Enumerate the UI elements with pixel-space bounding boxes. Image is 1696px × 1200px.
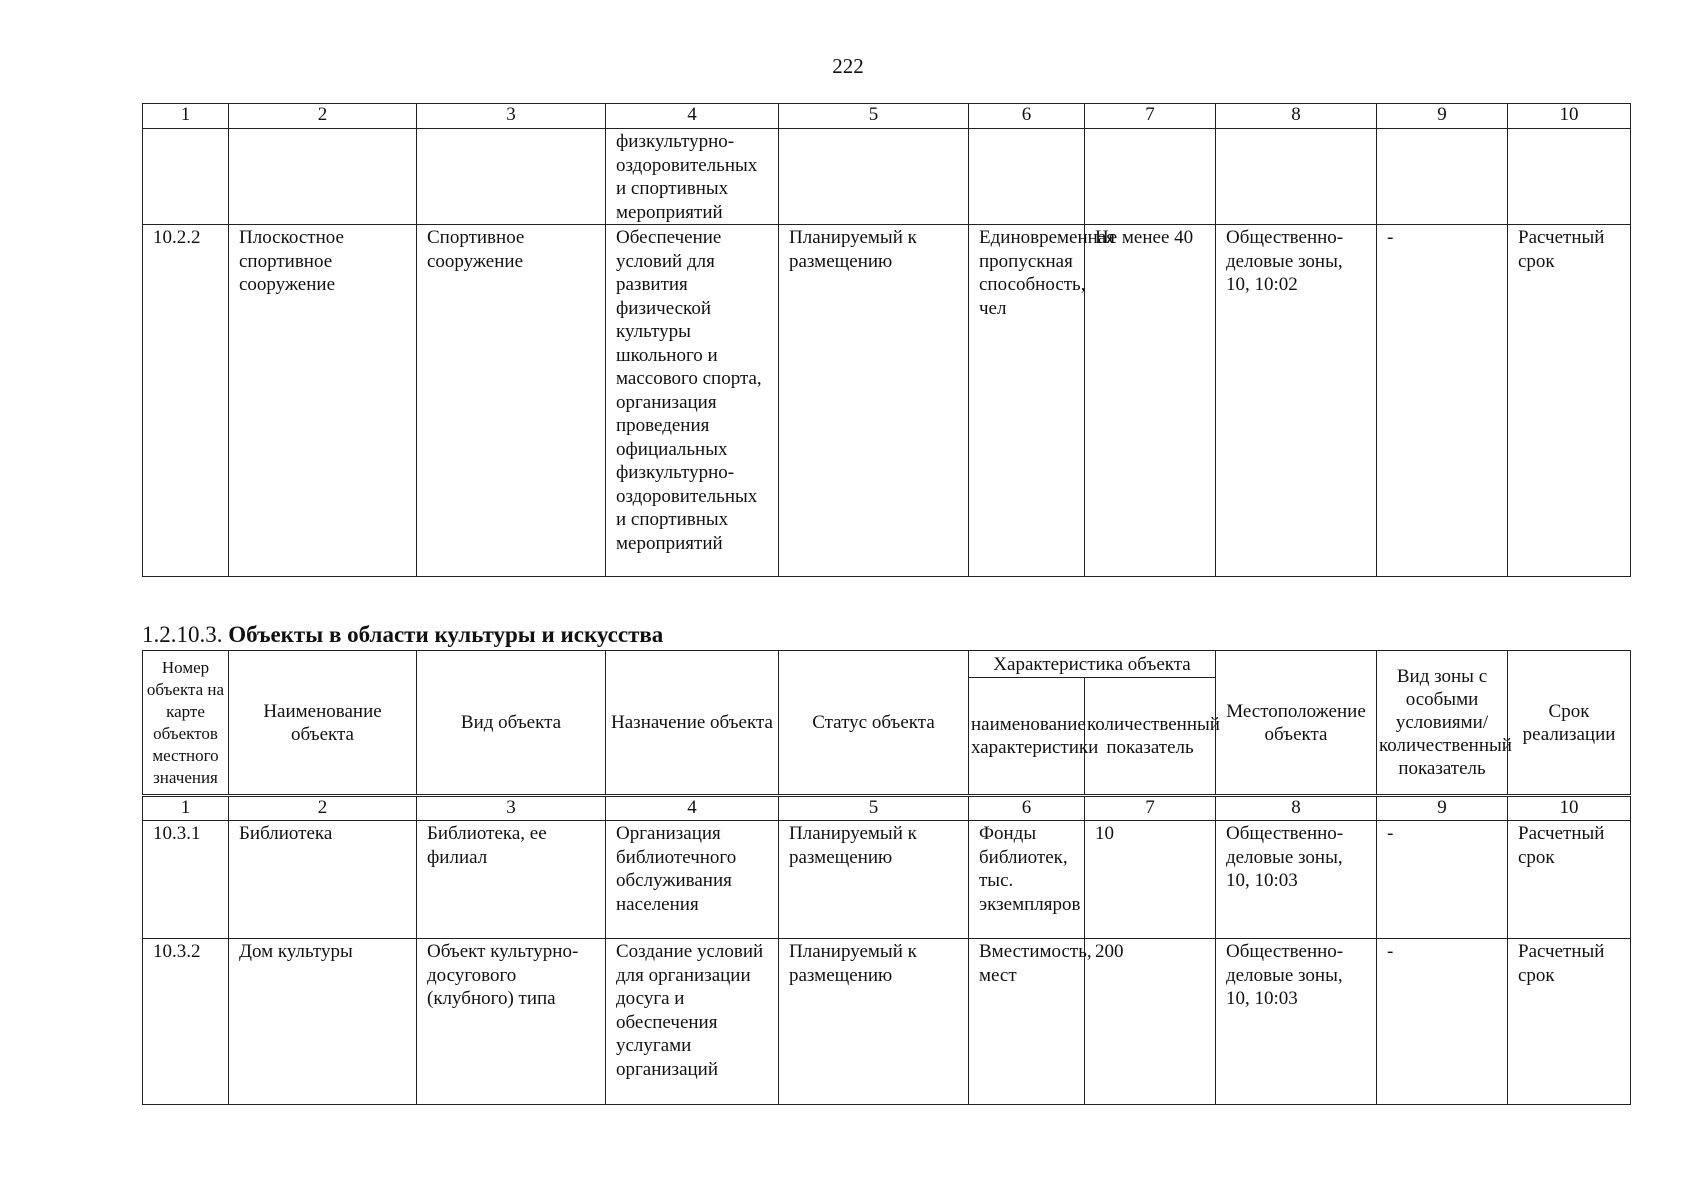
column-number: 4: [606, 104, 779, 129]
header-term: Срок реализации: [1508, 651, 1631, 795]
column-number: 6: [969, 104, 1085, 129]
status-cell: Планируемый к размещению: [779, 225, 969, 577]
header-object-type: Вид объекта: [417, 651, 606, 795]
column-number: 10: [1508, 797, 1631, 821]
column-number-row: [143, 797, 1631, 821]
zone-cell: -: [1377, 225, 1508, 577]
column-number: 5: [779, 104, 969, 129]
column-number: 6: [969, 797, 1085, 821]
header-object-number: Номер объекта на карте объектов местного значения: [143, 651, 229, 795]
header-purpose: Назначение объекта: [606, 651, 779, 795]
header-location: Местоположение объекта: [1216, 651, 1377, 795]
zone-cell: -: [1377, 821, 1508, 939]
section-title: Объекты в области культуры и искусства: [228, 622, 664, 647]
table-row: [143, 821, 1631, 939]
purpose-cell: Организация библиотечного обслуживания населения: [606, 821, 779, 939]
culture-objects-header-table: [142, 650, 1631, 795]
object-number-cell: 10.3.1: [143, 821, 229, 939]
column-number: 1: [143, 104, 229, 129]
object-type-cell: Библиотека, ее филиал: [417, 821, 606, 939]
column-number: 2: [229, 797, 417, 821]
object-type-cell: Объект культурно-досугового (клубного) типа: [417, 939, 606, 1105]
table-row: [143, 225, 1631, 577]
section-number: 1.2.10.3.: [142, 622, 223, 647]
object-name-cell: Дом культуры: [229, 939, 417, 1105]
column-number: 7: [1085, 797, 1216, 821]
page-number: 222: [832, 54, 864, 78]
table-row: [143, 129, 1631, 225]
sports-objects-table: [142, 103, 1631, 577]
object-type-cell: Спортивное сооружение: [417, 225, 606, 577]
term-cell: Расчетный срок: [1508, 225, 1631, 577]
characteristic-name-cell: Вместимость, мест: [969, 939, 1085, 1105]
column-number: 7: [1085, 104, 1216, 129]
header-characteristic-group: Характеристика объекта: [969, 651, 1216, 678]
status-cell: Планируемый к размещению: [779, 821, 969, 939]
purpose-cell: физкультурно-оздоровительных и спортивных мероприятий: [606, 129, 779, 225]
header-object-name: Наименование объекта: [229, 651, 417, 795]
column-number: 2: [229, 104, 417, 129]
section-heading: [142, 622, 663, 648]
quantity-cell: Не менее 40: [1085, 225, 1216, 577]
column-number: 4: [606, 797, 779, 821]
column-number: 8: [1216, 104, 1377, 129]
header-quantity: количественный показатель: [1085, 678, 1216, 795]
column-number: 10: [1508, 104, 1631, 129]
object-name-cell: Плоскостное спортивное сооружение: [229, 225, 417, 577]
purpose-cell: Обеспечение условий для развития физической культуры школьного и массового спорта, организация проведения официальных физкультурно-оздоровительных и спортивных мероприятий: [606, 225, 779, 577]
characteristic-name-cell: Единовременная пропускная способность, чел: [969, 225, 1085, 577]
status-cell: Планируемый к размещению: [779, 939, 969, 1105]
object-number-cell: 10.3.2: [143, 939, 229, 1105]
table-row: [143, 939, 1631, 1105]
column-number: 1: [143, 797, 229, 821]
column-number: 3: [417, 104, 606, 129]
location-cell: Общественно-деловые зоны, 10, 10:03: [1216, 821, 1377, 939]
quantity-cell: 10: [1085, 821, 1216, 939]
column-number: 9: [1377, 104, 1508, 129]
column-number: 5: [779, 797, 969, 821]
term-cell: Расчетный срок: [1508, 939, 1631, 1105]
culture-objects-table: [142, 796, 1631, 1105]
column-number: 9: [1377, 797, 1508, 821]
location-cell: Общественно-деловые зоны, 10, 10:02: [1216, 225, 1377, 577]
object-number-cell: 10.2.2: [143, 225, 229, 577]
purpose-cell: Создание условий для организации досуга и обеспечения услугами организаций: [606, 939, 779, 1105]
quantity-cell: 200: [1085, 939, 1216, 1105]
location-cell: Общественно-деловые зоны, 10, 10:03: [1216, 939, 1377, 1105]
column-number: 3: [417, 797, 606, 821]
header-status: Статус объекта: [779, 651, 969, 795]
characteristic-name-cell: Фонды библиотек, тыс. экземпляров: [969, 821, 1085, 939]
header-characteristic-name: наименование характеристики: [969, 678, 1085, 795]
term-cell: Расчетный срок: [1508, 821, 1631, 939]
zone-cell: -: [1377, 939, 1508, 1105]
header-zone: Вид зоны с особыми условиями/ количественный показатель: [1377, 651, 1508, 795]
object-name-cell: Библиотека: [229, 821, 417, 939]
column-number-row: [143, 104, 1631, 129]
column-number: 8: [1216, 797, 1377, 821]
